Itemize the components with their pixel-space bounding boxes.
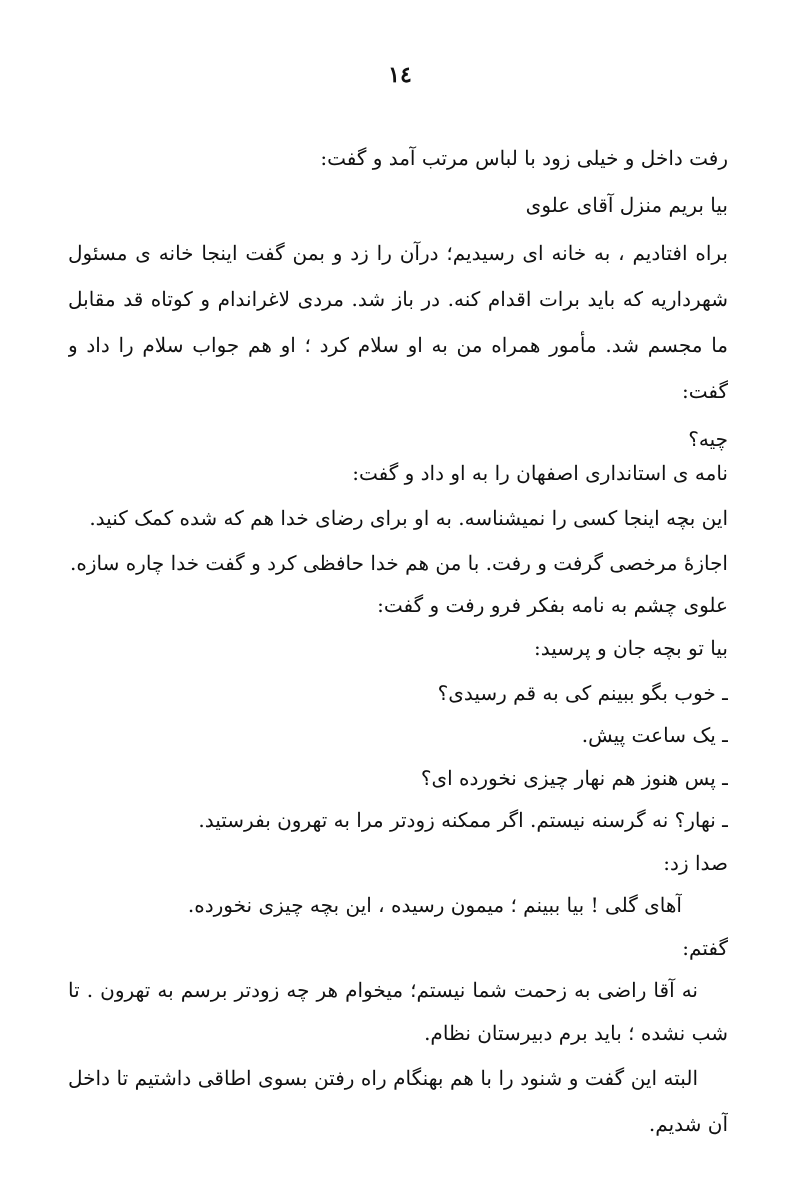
text-line-8: نامه ی استانداری اصفهان را به او داد و گفت: xyxy=(352,461,728,485)
text-line-22: البته این گفت و شنود را با هم بهنگام راه رفتن بسوی اطاقی داشتیم تا داخل xyxy=(68,1066,698,1090)
text-line-7: چیه؟ xyxy=(688,427,728,451)
text-line-14: ـ یک ساعت پیش. xyxy=(581,723,728,747)
text-line-1: رفت داخل و خیلی زود با لباس مرتب آمد و گفت: xyxy=(320,146,728,170)
text-line-16: ـ نهار؟ نه گرسنه نیستم. اگر ممکنه زودتر مرا به تهرون بفرستید. xyxy=(198,808,728,832)
text-line-13: ـ خوب بگو ببینم کی به قم رسیدی؟ xyxy=(437,681,728,705)
text-line-23: آن شدیم. xyxy=(648,1112,728,1136)
text-line-4: شهرداریه که باید برات اقدام کنه. در باز شد. مردی لاغراندام و کوتاه قد مقابل xyxy=(68,287,728,311)
text-line-17: صدا زد: xyxy=(663,851,728,875)
text-line-2: بیا بریم منزل آقای علوی xyxy=(525,193,728,217)
text-line-6: گفت: xyxy=(681,379,728,403)
text-line-11: علوی چشم به نامه بفکر فرو رفت و گفت: xyxy=(377,593,728,617)
text-line-9: این بچه اینجا کسی را نمیشناسه. به او برای رضای خدا هم که شده کمک کنید. xyxy=(89,506,728,530)
text-line-5: ما مجسم شد. مأمور همراه من به او سلام کرد ؛ او هم جواب سلام را داد و xyxy=(68,333,728,357)
text-line-19: گفتم: xyxy=(682,936,728,960)
text-line-21: شب نشده ؛ باید برم دبیرستان نظام. xyxy=(424,1021,728,1045)
text-line-20: نه آقا راضی به زحمت شما نیستم؛ میخوام هر چه زودتر برسم به تهرون . تا xyxy=(68,978,698,1002)
text-line-12: بیا تو بچه جان و پرسید: xyxy=(533,636,728,660)
page-number: ١٤ xyxy=(388,62,412,88)
text-line-15: ـ پس هنوز هم نهار چیزی نخورده ای؟ xyxy=(420,766,728,790)
text-line-3: براه افتادیم ، به خانه ای رسیدیم؛ درآن را زد و بمن گفت اینجا خانه ی مسئول xyxy=(68,241,728,265)
text-line-18: آهای گلی ! بیا ببینم ؛ میمون رسیده ، این بچه چیزی نخورده. xyxy=(187,893,682,917)
text-line-10: اجازهٔ مرخصی گرفت و رفت. با من هم خدا حافظی کرد و گفت خدا چاره سازه. xyxy=(70,551,728,575)
